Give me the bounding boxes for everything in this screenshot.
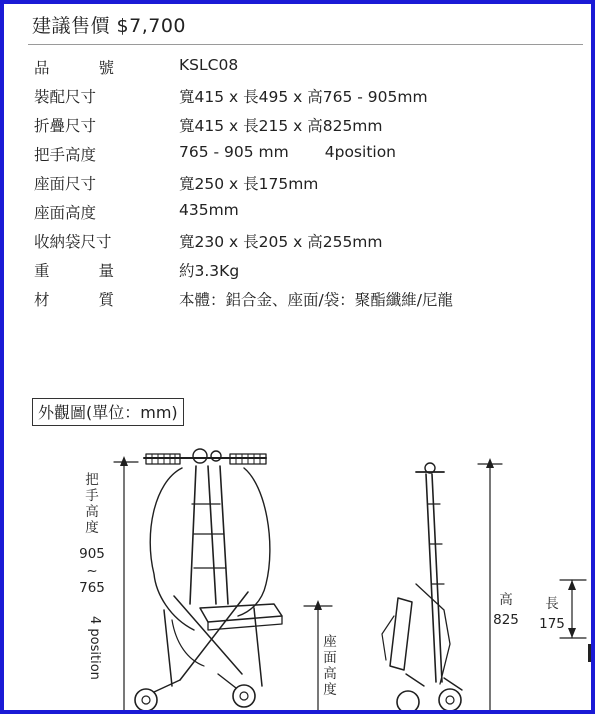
- handle-height-label: 把 手 高 度: [85, 472, 99, 536]
- spec-value-bag-size: 寬230 x 長205 x 高255mm: [179, 233, 383, 251]
- spec-row-seat-height: [34, 199, 574, 228]
- spec-row-assembled-size: [34, 83, 574, 112]
- spec-label-model: 品 號: [34, 59, 114, 77]
- divider: [28, 44, 583, 45]
- spec-table: [34, 54, 574, 315]
- spec-value-seat-size: 寬250 x 長175mm: [179, 175, 319, 193]
- handle-height-range: 905 ~ 765: [79, 546, 105, 596]
- spec-row-material: [34, 286, 574, 315]
- folded-height-dimension-line: [478, 458, 502, 714]
- spec-row-handle-height: [34, 141, 574, 170]
- seat-height-label: 座 面 高 度: [323, 634, 337, 698]
- spec-label-handle-height: 把手高度: [34, 146, 97, 164]
- spec-label-bag-size: 收納袋尺寸: [34, 233, 112, 251]
- spec-label-material: 材 質: [34, 291, 114, 309]
- spec-value-handle-height: 765 - 905 mm 4position: [179, 143, 397, 161]
- spec-value-model: KSLC08: [179, 56, 239, 74]
- spec-row-bag-size: [34, 228, 574, 257]
- folded-height-label: 高 825: [493, 592, 519, 628]
- handle-height-dimension-line: [114, 456, 138, 714]
- side-view-drawing: [382, 463, 462, 713]
- spec-label-seat-height: 座面高度: [34, 204, 97, 222]
- suggested-price: 建議售價 $7,700: [32, 15, 187, 37]
- spec-value-folded-size: 寬415 x 長215 x 高825mm: [179, 117, 383, 135]
- spec-row-model: [34, 54, 574, 83]
- edge-mark: [588, 644, 591, 662]
- spec-value-weight: 約3.3Kg: [179, 262, 240, 280]
- front-view-drawing: [135, 449, 282, 711]
- diagram-caption: 外觀圖(單位：mm): [32, 398, 184, 426]
- spec-value-material: 本體：鋁合金、座面/袋：聚酯纖維/尼龍: [179, 291, 453, 309]
- spec-row-weight: [34, 257, 574, 286]
- spec-label-assembled-size: 裝配尺寸: [34, 88, 97, 106]
- spec-label-seat-size: 座面尺寸: [34, 175, 97, 193]
- spec-value-assembled-size: 寬415 x 長495 x 高765 - 905mm: [179, 88, 428, 106]
- folded-length-label: 長 175: [539, 596, 565, 632]
- product-diagram: [4, 434, 595, 714]
- spec-handle-positions: 4position: [324, 143, 397, 161]
- handle-position-count-label: 4 position: [87, 616, 102, 680]
- spec-row-seat-size: [34, 170, 574, 199]
- spec-label-folded-size: 折疊尺寸: [34, 117, 97, 135]
- spec-value-seat-height: 435mm: [179, 201, 239, 219]
- spec-row-folded-size: [34, 112, 574, 141]
- spec-label-weight: 重 量: [34, 262, 114, 280]
